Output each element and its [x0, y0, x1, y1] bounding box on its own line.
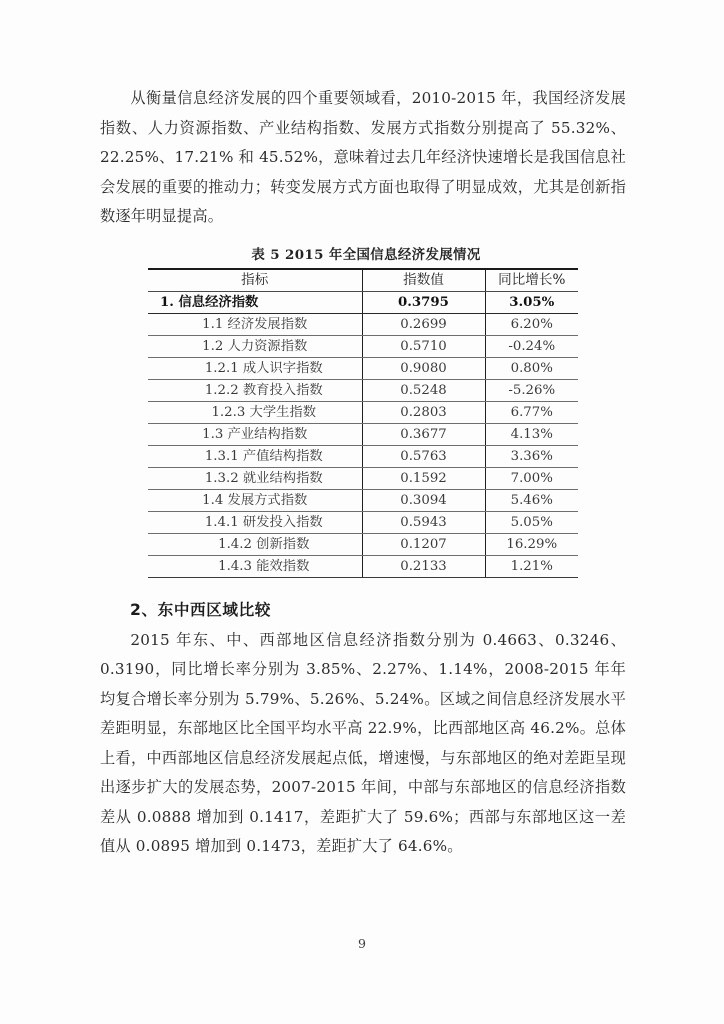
paragraph-intro: 从衡量信息经济发展的四个重要领域看，2010-2015 年，我国经济发展指数、人力资源指数、产业结构指数、发展方式指数分别提高了 55.32%、22.25%、17.21% 和 45.52%，意味着过去几年经济快速增长是我国信息社会发展的重要的推动力；转变发展方式方面也取得了明显成效，尤其是创新指数逐年明显提高。	[100, 89, 626, 225]
row-growth: -0.24%	[485, 335, 578, 357]
table-head	[148, 269, 578, 292]
column-header-index-value: 指数值	[362, 269, 485, 292]
table-row	[148, 533, 578, 555]
table-row	[148, 489, 578, 511]
table-row	[148, 357, 578, 379]
row-label: 1.2.1 成人识字指数	[148, 357, 362, 379]
row-growth: 7.00%	[485, 467, 578, 489]
table-row	[148, 291, 578, 313]
row-value: 0.3094	[362, 489, 485, 511]
row-label: 1.4 发展方式指数	[148, 489, 362, 511]
row-value: 0.3677	[362, 423, 485, 445]
row-value: 0.9080	[362, 357, 485, 379]
info-economy-table	[148, 268, 578, 578]
row-value: 0.1592	[362, 467, 485, 489]
row-growth: 3.05%	[485, 291, 578, 313]
table-body	[148, 291, 578, 577]
table-row	[148, 445, 578, 467]
page-number: 9	[358, 936, 366, 951]
row-growth: -5.26%	[485, 379, 578, 401]
table-row	[148, 511, 578, 533]
table-row	[148, 379, 578, 401]
table-row	[148, 401, 578, 423]
row-growth: 1.21%	[485, 555, 578, 577]
row-value: 0.5710	[362, 335, 485, 357]
row-growth: 16.29%	[485, 533, 578, 555]
row-value: 0.1207	[362, 533, 485, 555]
row-label: 1.1 经济发展指数	[148, 313, 362, 335]
column-header-growth: 同比增长%	[485, 269, 578, 292]
row-value: 0.2803	[362, 401, 485, 423]
row-label: 1.2.3 大学生指数	[148, 401, 362, 423]
table-row	[148, 335, 578, 357]
row-label: 1.2.2 教育投入指数	[148, 379, 362, 401]
row-growth: 0.80%	[485, 357, 578, 379]
table-row	[148, 313, 578, 335]
table-row	[148, 555, 578, 577]
row-growth: 4.13%	[485, 423, 578, 445]
row-value: 0.5763	[362, 445, 485, 467]
table-caption: 表 5 2015 年全国信息经济发展情况	[251, 246, 481, 263]
row-value: 0.5248	[362, 379, 485, 401]
row-growth: 6.77%	[485, 401, 578, 423]
row-growth: 3.36%	[485, 445, 578, 467]
page-content	[100, 84, 626, 862]
table-row	[148, 467, 578, 489]
row-label: 1.3.1 产值结构指数	[148, 445, 362, 467]
row-label: 1.4.1 研发投入指数	[148, 511, 362, 533]
row-growth: 6.20%	[485, 313, 578, 335]
row-growth: 5.46%	[485, 489, 578, 511]
row-label: 1.4.2 创新指数	[148, 533, 362, 555]
row-label: 1.2 人力资源指数	[148, 335, 362, 357]
column-header-indicator: 指标	[148, 269, 362, 292]
row-label: 1.4.3 能效指数	[148, 555, 362, 577]
table-row	[148, 423, 578, 445]
row-label: 1.3.2 就业结构指数	[148, 467, 362, 489]
row-value: 0.3795	[362, 291, 485, 313]
section-heading: 2、东中西区域比较	[130, 600, 272, 619]
table-block	[100, 244, 626, 578]
row-value: 0.2133	[362, 555, 485, 577]
paragraph-region-comparison: 2015 年东、中、西部地区信息经济指数分别为 0.4663、0.3246、0.3190，同比增长率分别为 3.85%、2.27%、1.14%，2008-2015 年年均复合增长率分别为 5.79%、5.26%、5.24%。区域之间信息经济发展水平差距明显，东部地区比全国平均水平高 22.9%，比西部地区高 46.2%。总体上看，中西部地区信息经济发展起点低，增速慢，与东部地区的绝对差距呈现出逐步扩大的发展态势，2007-2015 年间，中部与东部地区的信息经济指数差从 0.0888 增加到 0.1417，差距扩大了 59.6%；西部与东部地区这一差值从 0.0895 增加到 0.1473，差距扩大了 64.6%。	[100, 630, 626, 855]
row-label: 1.3 产业结构指数	[148, 423, 362, 445]
row-label: 1. 信息经济指数	[148, 291, 362, 313]
row-value: 0.2699	[362, 313, 485, 335]
table-header-row	[148, 269, 578, 292]
row-growth: 5.05%	[485, 511, 578, 533]
row-value: 0.5943	[362, 511, 485, 533]
